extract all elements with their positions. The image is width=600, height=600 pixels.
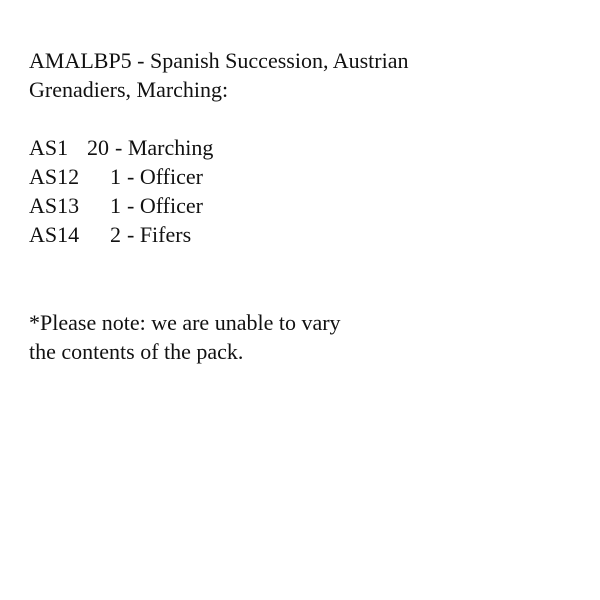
list-item xyxy=(29,133,429,162)
item-description: - Officer xyxy=(127,193,203,218)
item-code: AS1 xyxy=(29,135,69,160)
item-quantity: 20 xyxy=(87,135,109,160)
item-description: - Fifers xyxy=(127,222,192,247)
pack-note-line-1: *Please note: we are unable to vary xyxy=(29,310,341,335)
item-description: - Marching xyxy=(115,135,214,160)
pack-note-line-2: the contents of the pack. xyxy=(29,339,244,364)
list-item xyxy=(29,162,429,191)
list-item xyxy=(29,220,429,249)
item-description: - Officer xyxy=(127,164,203,189)
pack-contents-list xyxy=(29,133,429,249)
item-quantity: 1 xyxy=(110,164,121,189)
item-quantity: 2 xyxy=(110,222,121,247)
list-item xyxy=(29,191,429,220)
item-code: AS13 xyxy=(29,193,80,218)
item-quantity: 1 xyxy=(110,193,121,218)
item-code: AS12 xyxy=(29,164,80,189)
pack-note xyxy=(29,308,449,366)
product-title-line-2: Grenadiers, Marching: xyxy=(29,77,229,102)
item-code: AS14 xyxy=(29,222,80,247)
product-title xyxy=(29,46,569,104)
product-title-line-1: AMALBP5 - Spanish Succession, Austrian xyxy=(29,48,409,73)
